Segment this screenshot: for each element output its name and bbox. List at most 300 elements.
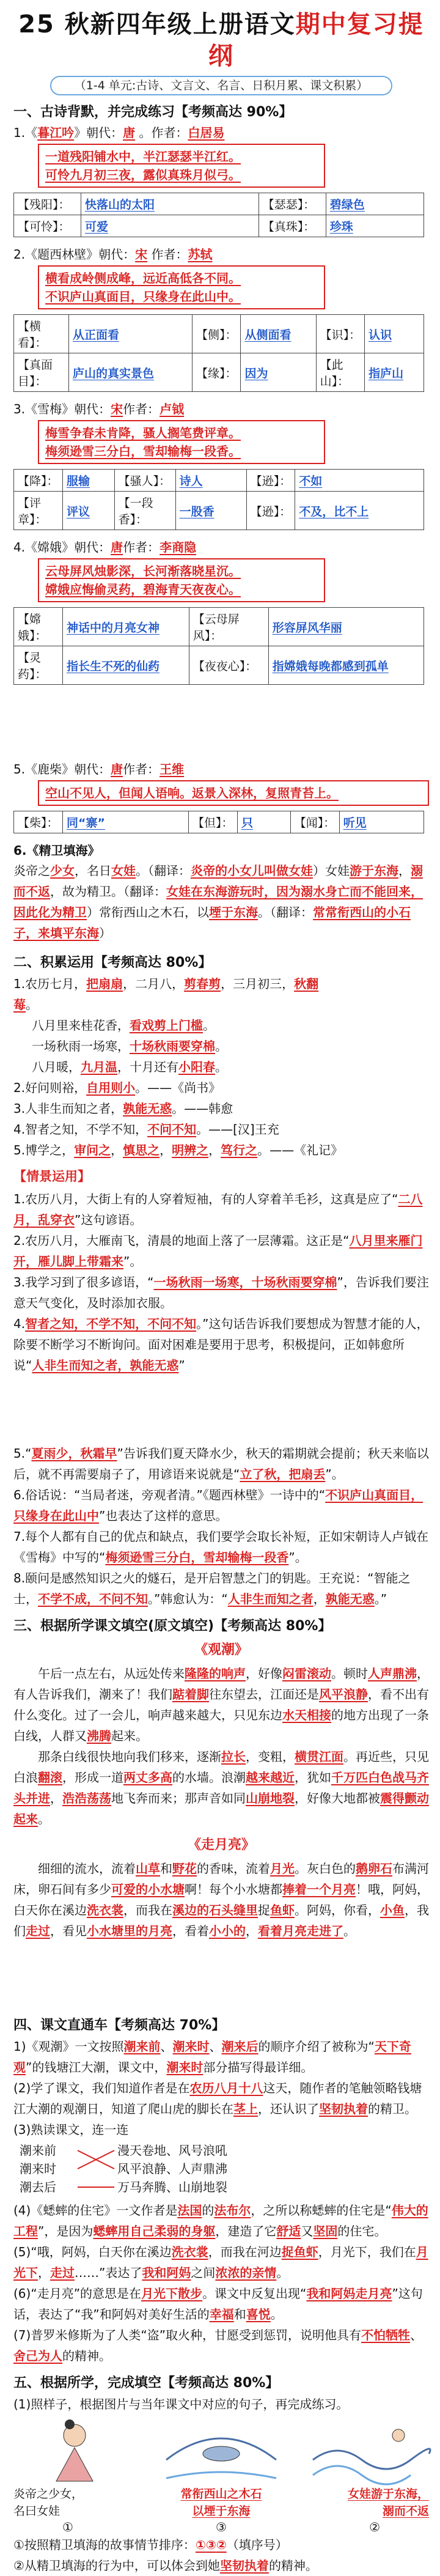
text: ①按照精卫填海的故事情节排序：	[13, 2537, 196, 2552]
bird-body-icon	[203, 2446, 240, 2461]
caption-2	[154, 2486, 288, 2520]
illustration-row	[13, 2417, 429, 2484]
poem4-label-2: 作者：	[123, 540, 160, 555]
context-q1	[13, 1189, 429, 1230]
blank: 看着月亮走进了	[258, 1924, 343, 1938]
poem4-box	[38, 558, 325, 602]
title-highlight: 期中复习提纲	[208, 10, 424, 70]
cell: 【闻】：	[290, 811, 339, 833]
text: 往东望去，江面还是	[209, 1687, 319, 1702]
blank: 横贯江面	[295, 1749, 343, 1764]
cell: 可爱	[81, 215, 259, 237]
text: 。课文中反复出现“	[202, 2286, 307, 2301]
cell: 指嫦娥每晚都感到孤单	[268, 646, 424, 685]
blank: 舍己为人	[13, 2349, 62, 2363]
blank: 看戏剪上门槛	[130, 1018, 203, 1033]
text: 1)《观潮》一文按照	[13, 2039, 124, 2054]
proverb-line	[13, 1140, 429, 1161]
text: 2.好问则裕，	[13, 1080, 87, 1095]
text: ，	[111, 1143, 123, 1157]
cell: 快落山的太阳	[81, 193, 259, 215]
proverb-line	[13, 1077, 319, 1098]
cell: 【但】：	[188, 811, 237, 833]
text: ）女娃	[313, 863, 350, 878]
text: ”，告诉我们要注意天气变化，及时添加衣服。	[13, 1275, 429, 1310]
subtitle-bar: （1-4 单元:古诗、文言文、名言、日积月累、课文积累）	[50, 76, 392, 95]
text: ”的钱塘江大潮，课文中，	[26, 2060, 167, 2075]
poem2-dynasty: 宋	[135, 247, 148, 262]
text: ，有人告诉我们，潮来了！我们	[13, 1666, 429, 1702]
text: ，变粗，	[246, 1749, 295, 1764]
blank: 翻滚	[38, 1770, 62, 1785]
blank: 水天相接	[282, 1708, 331, 1722]
poem4-line: 嫦娥应悔偷灵药，碧海青天夜夜心。	[45, 582, 241, 597]
section4-q3-label: (3)熟读课文，连一连	[13, 2122, 129, 2137]
blank: 千万匹白色战马齐头并进	[13, 1770, 429, 1806]
blank: 小小的	[209, 1924, 246, 1938]
context-q7	[13, 1526, 429, 1568]
poem2-author: 苏轼	[188, 247, 213, 262]
section4-q6	[13, 2283, 429, 2325]
text: ”，是因为	[38, 2224, 94, 2238]
cell: 【逊】：	[246, 470, 295, 492]
proverb-line	[13, 973, 319, 1015]
text: 。阿妈，你看，	[295, 1903, 380, 1917]
text: ，建造	[215, 2224, 252, 2238]
cell: 指庐山	[365, 353, 424, 392]
blank: 潮来后	[221, 2039, 258, 2054]
blank: ①	[195, 2537, 206, 2552]
translation: 炎帝的小女儿叫做女娃	[191, 863, 313, 878]
blank: 夏雨少，秋霜早	[31, 1446, 117, 1461]
blank: 潮来前	[123, 2039, 161, 2054]
blank: 智者之知，不学不知，不问不知	[25, 1316, 197, 1331]
illustration-girl	[13, 2417, 136, 2484]
text: 4.智者之知，不学不知，	[13, 1122, 148, 1137]
text: ）	[99, 926, 111, 940]
cell: 【侧】：	[192, 315, 241, 353]
spacer	[13, 692, 429, 759]
caption-text: 女娃游于东海，	[347, 2487, 429, 2501]
poem5-header	[13, 759, 429, 779]
text: 。灰白色的	[295, 1861, 356, 1876]
context-q4	[13, 1313, 429, 1376]
blank: 野花	[172, 1861, 197, 1876]
swimmer-head-icon	[392, 2429, 405, 2441]
poem4-author: 李商隐	[160, 540, 197, 555]
blank: 震得颤动起来	[13, 1791, 429, 1826]
poem1-label-2: 》朝代：	[74, 125, 123, 140]
text: ，	[38, 2265, 50, 2280]
text: 之间	[191, 2265, 216, 2280]
blank: 舒适	[276, 2224, 301, 2238]
reading-title-2: 《走月亮》	[187, 1837, 255, 1853]
text: 的住宅。	[337, 2224, 387, 2238]
blank: 九月温	[81, 1060, 117, 1074]
cell: 碧绿色	[326, 193, 424, 215]
sea-wave-icon	[166, 2472, 276, 2478]
section4-q5	[13, 2242, 429, 2283]
poem4-header	[13, 537, 429, 557]
cell: 【夜夜心】：	[189, 646, 268, 685]
blank: 两丈多高	[123, 1770, 172, 1785]
blank: 把扇扇	[86, 976, 123, 991]
text: ）常衔西山之木石，以	[87, 905, 209, 920]
caption-text: 常衔西山之木石	[180, 2487, 262, 2501]
blank: 坚固	[313, 2224, 338, 2238]
section4-q7	[13, 2325, 429, 2366]
poem3-table	[13, 469, 424, 530]
poem3-line: 梅雪争春未肯降，骚人搁笔费评章。	[45, 426, 241, 440]
text: 。	[215, 1060, 227, 1074]
match-right-item: 漫天卷地、风号浪吼	[117, 2143, 227, 2158]
text: 又	[301, 2224, 314, 2238]
blank: 溺而不返	[13, 863, 423, 899]
text: 了	[252, 2224, 265, 2238]
text: 。——《尚书》	[135, 1080, 221, 1095]
blank: 立了秋，把扇丢	[240, 1467, 326, 1482]
reading-para-2	[13, 1746, 429, 1829]
text: 1.农历七月，	[13, 976, 87, 991]
text: ”也表达了这样的意思。	[99, 1508, 228, 1523]
cell: 【横看】：	[14, 315, 69, 353]
text: 4.	[13, 1316, 26, 1331]
poem1-dynasty: 唐	[123, 125, 136, 140]
cell: 认识	[365, 315, 424, 353]
blank: 秋翻莓	[13, 976, 319, 1012]
text: ，我们	[13, 1903, 429, 1938]
blank: 小鱼	[380, 1903, 405, 1917]
caption-text: 名曰女娃	[13, 2504, 61, 2518]
poem1-author: 白居易	[188, 125, 225, 140]
blank: ②	[216, 2537, 227, 2552]
poem2-line: 不识庐山真面目，只缘身在此山中。	[45, 289, 241, 304]
text: 。	[215, 1039, 227, 1054]
matching-exercise	[20, 2141, 429, 2196]
caption-1	[13, 2486, 136, 2520]
blank: 山崩地裂	[246, 1791, 295, 1806]
text: 3.人非生而知之者，	[13, 1101, 123, 1116]
section4-q1	[13, 2036, 429, 2078]
text: (5)“哦，阿妈，白天你在溪边	[13, 2245, 172, 2259]
text: ，而我在	[123, 1903, 172, 1917]
cell: 指长生不死的仙药	[63, 646, 189, 685]
text: 捉	[258, 1903, 270, 1917]
caption-text: 溺而不返	[382, 2504, 429, 2518]
text: ②从精卫填海的行为中，可以体会到她	[13, 2558, 220, 2573]
text: ，三月初三，	[221, 976, 295, 991]
poem5-table	[13, 811, 424, 833]
cell: 【缘】：	[192, 353, 241, 392]
blank: 坚韧执着	[219, 2558, 269, 2573]
text: 细细的流水，流着	[38, 1861, 136, 1876]
blank: 月光下散步	[141, 2286, 203, 2301]
blank: 我和阿妈走月亮	[306, 2286, 392, 2301]
text: 1.农历八月，大街上有的人穿着短袖，有的人穿着羊毛衫，这真是应了“	[13, 1192, 398, 1206]
poem3-label-2: 作者：	[123, 402, 160, 416]
cell: 【柴】：	[14, 811, 63, 833]
blank: 幸福	[209, 2307, 234, 2322]
blank: 洗衣裳	[87, 1903, 123, 1917]
cell: 因为	[241, 353, 316, 392]
blank: 小阳春	[178, 1060, 215, 1074]
poem5-label-2: 作者：	[123, 762, 160, 777]
wave-icon	[313, 2466, 411, 2484]
blank: 慎思之	[123, 1143, 160, 1157]
text: ”。	[123, 1254, 142, 1269]
section2-heading: 二、积累运用【考频高达 80%】	[13, 955, 212, 970]
match-right-item: 万马奔腾、山崩地裂	[117, 2180, 227, 2194]
section2-body	[13, 973, 319, 1140]
text: 。	[270, 2307, 283, 2322]
blank: 农历八月十八	[189, 2081, 263, 2095]
poem1-box	[38, 144, 325, 188]
text: 的精卫。	[368, 2102, 417, 2116]
reading-title-1: 《观潮》	[194, 1642, 248, 1658]
text: 的地方出现了一条白线，人群又	[13, 1708, 429, 1743]
text: 和	[233, 2307, 246, 2322]
proverb-line	[13, 1036, 319, 1057]
text: ，	[398, 863, 411, 878]
text: ”。	[325, 1467, 344, 1482]
cell: 【识】：	[316, 315, 365, 353]
text: ，看见	[50, 1924, 87, 1938]
illustration-bird	[154, 2417, 288, 2484]
text: 。（翻译：	[136, 863, 191, 878]
poem5-dynasty: 唐	[111, 762, 123, 777]
blank: 游于东海	[350, 863, 398, 878]
blank: 法国	[177, 2203, 202, 2218]
text: ，犹如	[295, 1770, 331, 1785]
poem2-box	[38, 265, 325, 309]
text: 。——韩愈	[172, 1101, 233, 1116]
blank: 洗衣裳	[171, 2245, 208, 2259]
blank: 走过	[50, 2265, 75, 2280]
text: ，	[160, 1143, 172, 1157]
context-heading: 【情景运用】	[13, 1169, 90, 1184]
text: (4)《蟋蟀的住宅》一文作者是	[13, 2203, 178, 2218]
poem1-title: 暮江吟	[37, 125, 75, 140]
blank: 剪春剪	[184, 976, 221, 991]
match-left-item: 潮来前	[20, 2143, 56, 2158]
blank: 捉鱼虾	[281, 2245, 318, 2259]
proverb-line	[13, 1098, 319, 1119]
poem2-table	[13, 314, 424, 392]
blank: 闷雷滚动	[282, 1666, 331, 1681]
cell: 【逊】：	[246, 492, 295, 530]
poem1-line: 可怜九月初三夜，露似真珠月似弓。	[45, 168, 241, 182]
cell: 【真面目】：	[14, 353, 69, 392]
poem1-line: 一道残阳铺水中，半江瑟瑟半江红。	[45, 149, 241, 164]
reading-para-3	[13, 1858, 429, 1941]
section1-heading: 一、古诗背默，并完成练习【考频高达 90%】	[13, 105, 293, 120]
text: ，故为精卫。（翻译：	[50, 884, 166, 899]
section4-q4	[13, 2200, 429, 2242]
text: ”这句话，表达了“我”和阿妈对美好生活的	[13, 2286, 423, 2322]
text: ，	[50, 1791, 62, 1806]
text: 。——《礼记》	[257, 1143, 343, 1157]
blank: 潮来时	[166, 2060, 204, 2075]
text: 部分描写得最详细。	[203, 2060, 314, 2075]
poem5-label-1: 5.《鹿柴》朝代：	[13, 762, 111, 777]
blank: 梅须逊雪三分白，雪却输梅一段香	[105, 1550, 289, 1565]
cell: 【云母屏风】：	[189, 608, 268, 646]
blank: 茎上	[233, 2102, 258, 2116]
text: 6.俗话说：“当局者迷，旁观者清。”《题西林壁》一诗中的“	[13, 1488, 326, 1502]
poem3-box	[38, 420, 325, 464]
blank: 鹅卵石	[356, 1861, 392, 1876]
text: 八月暖，	[32, 1060, 81, 1074]
text: (6)“走月亮”的意思是在	[13, 2286, 142, 2301]
match-lines	[75, 2141, 117, 2196]
blank: 孰能无惑	[325, 1592, 375, 1606]
text: 。	[38, 1812, 50, 1826]
text: 的水墙。浪潮	[172, 1770, 246, 1785]
cell: 不如	[295, 470, 424, 492]
cell: 【骚人】：	[114, 470, 175, 492]
section5-q2	[13, 2555, 429, 2576]
poem4-line: 云母屏风烛影深，长河渐落晓星沉。	[45, 564, 241, 578]
blank: 女娃	[111, 863, 136, 878]
cell: 评议	[63, 492, 115, 530]
text: 啊！每个小水塘都	[185, 1882, 282, 1897]
girl-dress-icon	[56, 2448, 93, 2481]
blank: 不怕牺牲	[361, 2328, 411, 2342]
spacer	[13, 1376, 429, 1443]
blank: 法布尔	[214, 2203, 251, 2218]
caption-text: 以堙于东海	[192, 2504, 251, 2518]
text: 的	[202, 2203, 215, 2218]
cell: 神话中的月亮女神	[63, 608, 189, 646]
cell: 同“寨”	[63, 811, 189, 833]
text: (2)学了课文，我们知道作者是在	[13, 2081, 190, 2095]
text: 、	[160, 2039, 173, 2054]
text: ，而我在河边	[208, 2245, 282, 2259]
blank: 沸腾	[87, 1729, 111, 1743]
blank: 八月里来雁门开，雁儿脚上带霜来	[13, 1233, 423, 1269]
context-q8	[13, 1568, 429, 1609]
text: 8.颐问是感然知识之火的燧石，是开启智慧之门的钥匙。王充说：“智能之士，	[13, 1571, 411, 1606]
poem1-table	[13, 193, 424, 237]
cell: 【嫦娥】：	[14, 608, 63, 646]
text: ”这句谚语。	[75, 1212, 142, 1227]
blank: 鱼虾	[270, 1903, 295, 1917]
cell: 只	[237, 811, 290, 833]
blank: 二八月，乱穿衣	[13, 1192, 423, 1227]
poem5-box	[38, 780, 429, 806]
cell: 听见	[339, 811, 424, 833]
text: 它	[264, 2224, 277, 2238]
blank: 浩浩荡荡	[62, 1791, 111, 1806]
blank: 可爱的小水塘	[111, 1882, 185, 1897]
blank: 审问之	[74, 1143, 111, 1157]
text: ，之所以称蟋蟀的住宅是“	[251, 2203, 392, 2218]
cell: 【评章】：	[14, 492, 63, 530]
blank: 走过	[26, 1924, 50, 1938]
poem2-header	[13, 245, 429, 264]
blank: 少女	[50, 863, 75, 878]
caption-text: 炎帝之少女，	[13, 2487, 84, 2501]
text: 的精神。	[62, 2349, 111, 2363]
section4-heading: 四、课文直通车【考频高达 70%】	[13, 2018, 226, 2033]
text: 的精神。	[268, 2558, 318, 2573]
cell: 服输	[63, 470, 115, 492]
blank: 捧着一个月亮	[282, 1882, 356, 1897]
match-left-item: 潮去后	[20, 2180, 56, 2194]
text: 5.“	[13, 1446, 32, 1461]
text: ，十月还有	[117, 1060, 178, 1074]
text: 3.我学习到了很多谚语，“	[13, 1275, 154, 1290]
poem5-author: 王维	[160, 762, 185, 777]
text: 。	[203, 1018, 215, 1033]
cell: 珍珠	[326, 215, 424, 237]
proverb-line	[13, 1057, 319, 1077]
image-number: ①	[62, 2520, 73, 2534]
blank: 天下奇观	[13, 2039, 411, 2075]
illustration-sea	[307, 2417, 429, 2484]
text: ”	[178, 1358, 185, 1373]
girl-hair-icon	[65, 2419, 75, 2429]
blank: 蟋蟀用自己柔弱的身躯	[93, 2224, 216, 2238]
blank: 小水塘里的月亮	[87, 1924, 172, 1938]
illustration-numbers	[13, 2520, 429, 2534]
cell: 庐山的真实景色	[69, 353, 193, 392]
blank: 笃行之	[221, 1143, 258, 1157]
blank: 月光下	[13, 2245, 428, 2280]
text: 。”	[374, 1592, 387, 1606]
text: 炎帝之	[13, 863, 50, 878]
blank: 人非生而知之者	[227, 1592, 314, 1606]
text: ，看着	[172, 1924, 209, 1938]
cell: 【此山】：	[316, 353, 365, 392]
text: ，	[246, 1924, 258, 1938]
blank: 不学不成，不问不知	[38, 1592, 148, 1606]
text: 午后一点左右，从远处传来	[38, 1666, 185, 1681]
cell: 一股香	[175, 492, 246, 530]
blank: 风平浪静	[319, 1687, 368, 1702]
image-number: ②	[369, 2520, 380, 2534]
text: ，	[313, 1592, 326, 1606]
cell: 【瑟瑟】：	[258, 193, 326, 215]
proverb-line	[13, 1015, 319, 1036]
poem2-label-2: 作者：	[147, 247, 188, 262]
context-q5	[13, 1443, 429, 1485]
text: 布满河床，卵石间有多少	[13, 1861, 429, 1897]
text: 7.每个人都有自己的优点和缺点，我们要学会取长补短，正如宋朝诗人卢钺在《雪梅》中写的“	[13, 1529, 429, 1565]
reading-para-1	[13, 1663, 429, 1746]
image-number: ③	[216, 2520, 227, 2534]
cell: 【真珠】：	[258, 215, 326, 237]
blank: 一场秋雨一场寒，十场秋雨要穿棉	[153, 1275, 337, 1290]
blank: ③	[205, 2537, 216, 2552]
text: 、	[209, 2039, 222, 2054]
blank: 喜悦	[246, 2307, 271, 2322]
poem1-label-1: 1.《	[13, 125, 38, 140]
blank: 越来越近	[246, 1770, 295, 1785]
text: 和	[160, 1861, 172, 1876]
text: ，月光下，我们在	[318, 2245, 416, 2259]
text: 。	[26, 997, 38, 1012]
spacer	[13, 1941, 429, 2009]
text: 。	[276, 2265, 289, 2280]
cell: 形容屏风华丽	[268, 608, 424, 646]
poem1-label-3: 。作者：	[135, 125, 188, 140]
text: 、	[410, 2328, 423, 2342]
blank: 浓浓的亲情	[215, 2265, 277, 2280]
text: (7)普罗米修斯为了人类“盗”取火种，甘愿受到惩罚，说明他具有	[13, 2328, 362, 2342]
context-q2	[13, 1230, 429, 1272]
text: ，看不出有什么变化。过了一会儿，响声越来越大，只见东边	[13, 1687, 429, 1722]
